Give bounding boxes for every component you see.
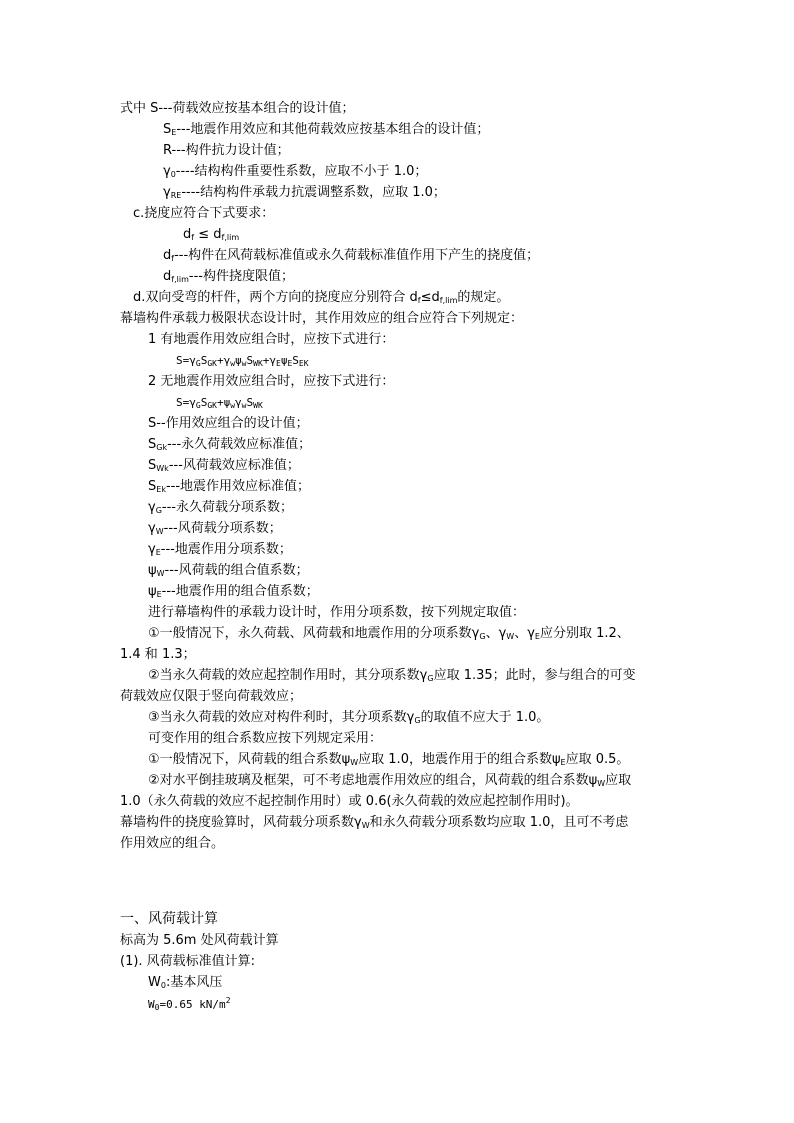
- text-segment: d: [183, 227, 192, 242]
- text-line: [148, 497, 293, 518]
- subscript: G: [155, 506, 162, 515]
- text-segment: ---永久荷载分项系数；: [161, 500, 293, 515]
- subscript: f,lim: [221, 233, 240, 242]
- text-segment: d: [163, 269, 172, 284]
- text-segment: 可变作用的组合系数应按下列规定采用：: [148, 731, 383, 746]
- text-segment: c.挠度应符合下式要求：: [133, 206, 275, 221]
- text-segment: 、γ: [485, 626, 507, 641]
- text-segment: d.双向受弯的杆件，两个方向的挠度应分别符合 d: [133, 290, 418, 305]
- text-line: [120, 812, 628, 833]
- subscript: E: [276, 359, 281, 368]
- text-line: [148, 770, 631, 791]
- subscript: w: [230, 359, 236, 368]
- text-segment: S=γ: [176, 354, 196, 367]
- subscript: f,lim: [171, 275, 189, 284]
- text-line: [148, 434, 311, 455]
- text-line: [148, 623, 630, 644]
- text-segment: ---地震作用效应标准值；: [165, 479, 311, 494]
- section-heading: [120, 909, 218, 930]
- text-segment: γ: [148, 542, 156, 557]
- text-segment: ②当永久荷载的效应起控制作用时，其分项系数γ: [148, 668, 428, 683]
- text-line: [148, 539, 292, 560]
- text-line: [148, 560, 309, 581]
- subscript: G: [479, 632, 486, 641]
- subscript: f: [171, 254, 175, 263]
- subscript: W: [361, 821, 370, 830]
- text-segment: ≤ d: [194, 227, 222, 242]
- text-segment: 一、风荷载计算: [120, 911, 218, 927]
- text-segment: ψ: [280, 354, 288, 367]
- text-line: [148, 371, 394, 392]
- text-segment: 2 无地震作用效应组合时，应按下式进行：: [148, 374, 395, 389]
- text-line: [148, 581, 319, 602]
- text-segment: γ: [148, 500, 156, 515]
- text-segment: 的规定。: [457, 290, 510, 305]
- subscript: G: [195, 359, 201, 368]
- text-line: [148, 749, 629, 770]
- text-segment: ----结构构件承载力抗震调整系数，应取 1.0；: [181, 185, 446, 200]
- text-segment: 1 有地震作用效应组合时，应按下式进行：: [148, 332, 395, 347]
- text-segment: W: [148, 975, 161, 990]
- subscript: 0: [154, 1003, 160, 1012]
- text-line: [120, 951, 255, 972]
- subscript: GK: [207, 359, 217, 368]
- text-segment: ①一般情况下，风荷载的组合系数ψ: [148, 752, 351, 767]
- subscript: W: [597, 779, 606, 788]
- subscript: G: [427, 674, 434, 683]
- text-segment: γ: [235, 396, 242, 409]
- subscript: E: [560, 758, 566, 767]
- subscript: G: [195, 401, 201, 410]
- text-segment: ---风荷载分项系数；: [163, 521, 282, 536]
- text-line: [120, 644, 196, 665]
- subscript: E: [156, 590, 162, 599]
- text-segment: ①一般情况下，永久荷载、风荷载和地震作用的分项系数γ: [148, 626, 480, 641]
- text-line: [133, 203, 274, 224]
- text-segment: 应取 1.35；此时，参与组合的可变: [433, 668, 636, 683]
- text-segment: ---地震作用分项系数；: [160, 542, 292, 557]
- text-segment: +ψ: [216, 396, 231, 409]
- text-line: [148, 602, 525, 623]
- text-segment: S: [163, 122, 172, 137]
- text-line: [120, 308, 523, 329]
- subscript: w: [241, 359, 247, 368]
- text-segment: ψ: [148, 563, 157, 578]
- subscript: 0: [170, 170, 176, 179]
- text-line: [133, 287, 509, 308]
- text-segment: ψ: [235, 354, 242, 367]
- text-line: [163, 245, 539, 266]
- text-segment: +γ: [216, 354, 231, 367]
- text-segment: γ: [163, 185, 171, 200]
- text-line: [163, 182, 446, 203]
- text-segment: S: [148, 437, 157, 452]
- subscript: Wk: [156, 464, 169, 473]
- text-segment: ---地震作用效应和其他荷载效应按基本组合的设计值；: [176, 122, 490, 137]
- subscript: W: [156, 569, 165, 578]
- text-line: [148, 413, 309, 434]
- text-segment: 1.4 和 1.3；: [120, 647, 196, 662]
- text-segment: ③当永久荷载的效应对构件利时，其分项系数γ: [148, 710, 415, 725]
- text-segment: 的取值不应大于 1.0。: [420, 710, 550, 725]
- formula-line: [176, 392, 263, 413]
- text-segment: γ: [148, 521, 156, 536]
- text-line: [163, 266, 294, 287]
- text-segment: 式中 S---荷载效应按基本组合的设计值；: [120, 101, 355, 116]
- subscript: 0: [160, 981, 166, 990]
- subscript: WK: [253, 359, 263, 368]
- text-segment: 应取 0.5。: [565, 752, 630, 767]
- text-line: [148, 476, 310, 497]
- text-segment: 应分别取 1.2、: [539, 626, 630, 641]
- subscript: w: [241, 401, 247, 410]
- subscript: E: [171, 128, 177, 137]
- text-segment: ②对水平倒挂玻璃及框架，可不考虑地震作用效应的组合，风荷载的组合系数ψ: [148, 773, 598, 788]
- text-segment: ---地震作用的组合值系数；: [161, 584, 319, 599]
- text-line: [148, 329, 394, 350]
- text-segment: S: [200, 354, 208, 367]
- text-line: [163, 161, 427, 182]
- text-segment: ----结构构件重要性系数，应取不小于 1.0；: [175, 164, 428, 179]
- text-segment: R---构件抗力设计值；: [163, 143, 290, 158]
- text-segment: 进行幕墙构件的承载力设计时，作用分项系数，按下列规定取值：: [148, 605, 526, 620]
- text-segment: 应取: [605, 773, 632, 788]
- subscript: W: [155, 527, 164, 536]
- text-segment: S: [200, 396, 208, 409]
- text-segment: 1.0（永久荷载的效应不起控制作用时）或 0.6(永久荷载的效应起控制作用时)。: [120, 794, 579, 809]
- text-segment: 应取 1.0，地震作用于的组合系数ψ: [358, 752, 561, 767]
- subscript: f: [417, 296, 421, 305]
- text-line: [148, 728, 382, 749]
- text-segment: 荷载效应仅限于竖向荷载效应；: [120, 689, 303, 704]
- text-line: [163, 119, 489, 140]
- subscript: f: [191, 233, 195, 242]
- subscript: Gk: [156, 443, 168, 452]
- text-segment: 和永久荷载分项系数均应取 1.0，且可不考虑: [369, 815, 629, 830]
- text-line: [183, 224, 239, 245]
- text-segment: S: [292, 354, 299, 367]
- text-segment: S: [246, 396, 254, 409]
- text-line: [120, 833, 224, 854]
- text-segment: S--作用效应组合的设计值；: [148, 416, 309, 431]
- text-segment: 标高为 5.6m 处风荷载计算: [120, 933, 279, 948]
- text-segment: +γ: [262, 354, 277, 367]
- text-segment: ψ: [148, 584, 157, 599]
- text-segment: S: [148, 479, 157, 494]
- formula-line: [148, 994, 231, 1015]
- text-segment: 作用效应的组合。: [120, 836, 225, 851]
- subscript: E: [287, 359, 293, 368]
- text-line: [120, 930, 279, 951]
- subscript: E: [155, 548, 161, 557]
- text-line: [120, 686, 302, 707]
- text-segment: S: [148, 458, 157, 473]
- text-segment: ---构件挠度限值；: [188, 269, 294, 284]
- text-line: [163, 140, 290, 161]
- subscript: EK: [298, 359, 309, 368]
- text-line: [148, 972, 222, 993]
- subscript: f,lim: [439, 296, 458, 305]
- text-segment: (1). 风荷载标准值计算:: [120, 954, 256, 969]
- formula-line: [176, 350, 309, 371]
- text-line: [120, 791, 579, 812]
- subscript: W: [506, 632, 515, 641]
- text-segment: ---风荷载效应标准值；: [168, 458, 300, 473]
- text-line: [120, 98, 354, 119]
- subscript: RE: [170, 191, 182, 200]
- text-line: [148, 518, 282, 539]
- text-segment: S=γ: [176, 396, 196, 409]
- text-line: [148, 665, 636, 686]
- text-segment: 、γ: [514, 626, 535, 641]
- text-segment: γ: [163, 164, 171, 179]
- text-line: [148, 455, 300, 476]
- text-line: [148, 707, 549, 728]
- text-segment: =0.65 kN/m: [159, 998, 226, 1011]
- text-segment: 幕墙构件的挠度验算时，风荷载分项系数γ: [120, 815, 362, 830]
- text-segment: ---风荷载的组合值系数；: [164, 563, 309, 578]
- superscript: 2: [225, 996, 231, 1005]
- text-segment: ≤d: [420, 290, 440, 305]
- subscript: GK: [207, 401, 217, 410]
- subscript: W: [350, 758, 359, 767]
- subscript: G: [414, 716, 421, 725]
- text-segment: 幕墙构件承载力极限状态设计时，其作用效应的组合应符合下列规定：: [120, 311, 524, 326]
- text-segment: :基本风压: [165, 975, 223, 990]
- text-segment: S: [246, 354, 254, 367]
- text-segment: ---构件在风荷载标准值或永久荷载标准值作用下产生的挠度值；: [174, 248, 540, 263]
- text-segment: W: [148, 998, 155, 1011]
- subscript: WK: [253, 401, 263, 410]
- subscript: Ek: [156, 485, 166, 494]
- subscript: E: [534, 632, 540, 641]
- text-segment: d: [163, 248, 172, 263]
- subscript: w: [230, 401, 236, 410]
- text-segment: ---永久荷载效应标准值；: [167, 437, 312, 452]
